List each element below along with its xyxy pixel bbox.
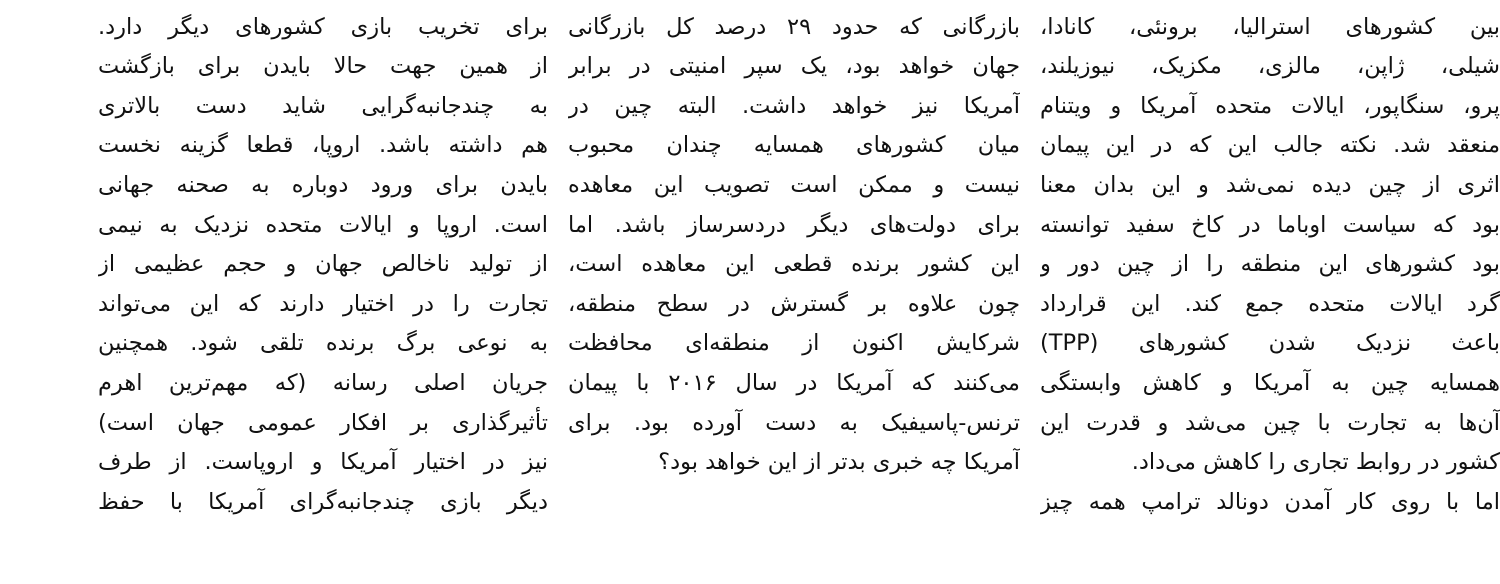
article-column-middle [568,0,1020,584]
text-line: برای دولت‌های دیگر دردسرساز باشد. اما [568,211,1020,238]
text-line: بود که سیاست اوباما در کاخ سفید توانسته [1040,211,1500,238]
text-line: بود کشورهای این منطقه را از چین دور و [1040,251,1500,278]
text-line: شرکایش اکنون از منطقه‌ای محافظت [568,330,1020,357]
text-line: هم داشته باشد. اروپا، قطعا گزینه نخست [98,132,548,159]
text-line: پرو، سنگاپور، ایالات متحده آمریکا و ویتنام [1040,92,1500,119]
text-line: این کشور برنده قطعی این معاهده است، [568,251,1020,278]
text-line: تجارت را در اختیار دارند که این می‌تواند [98,290,548,317]
text-line: تأثیرگذاری بر افکار عمومی جهان است) [98,409,548,436]
text-line: نیز در اختیار آمریکا و اروپاست. از طرف [98,449,548,476]
text-line: آمریکا نیز خواهد داشت. البته چین در [568,92,1020,119]
text-line: همسایه چین به آمریکا و کاهش وابستگی [1040,369,1500,396]
column-lines [568,0,1020,483]
text-line: از همین جهت حالا بایدن برای بازگشت [98,53,548,80]
text-line: جریان اصلی رسانه (که مهم‌ترین اهرم [98,369,548,396]
text-line: (TPP) باعث نزدیک شدن کشورهای [1040,330,1500,357]
text-line: آمریکا چه خبری بدتر از این خواهد بود؟ [658,449,1020,476]
text-line: کشور در روابط تجاری را کاهش می‌داد. [1131,449,1500,476]
text-line: است. اروپا و ایالات متحده نزدیک به نیمی [98,211,548,238]
text-line: میان کشورهای همسایه چندان محبوب [568,132,1020,159]
text-line: به چندجانبه‌گرایی شاید دست بالاتری [98,92,548,119]
text-line: بازرگانی که حدود ۲۹ درصد کل بازرگانی [568,13,1020,40]
article-column-left [98,0,548,584]
text-line: به نوعی برگ برنده تلقی شود. همچنین [98,330,548,357]
text-line: اثری از چین دیده نمی‌شد و این بدان معنا [1040,171,1500,198]
text-line: اما با روی کار آمدن دونالد ترامپ همه چیز [1040,488,1500,515]
text-line: دیگر بازی چندجانبه‌گرای آمریکا با حفظ [98,488,548,515]
article-column-right [1040,0,1500,584]
text-line: برای تخریب بازی کشورهای دیگر دارد. [98,13,548,40]
text-line [568,0,1020,8]
text-line [98,0,548,8]
text-line: شیلی، ژاپن، مالزی، مکزیک، نیوزیلند، [1040,53,1500,80]
text-line: چون علاوه بر گسترش در سطح منطقه، [568,290,1020,317]
text-line: نیست و ممکن است تصویب این معاهده [568,171,1020,198]
text-line: گرد ایالات متحده جمع کند. این قرارداد [1040,290,1500,317]
text-line: آن‌ها به تجارت با چین می‌شد و قدرت این [1040,409,1500,436]
text-line: منعقد شد. نکته جالب این که در این پیمان [1040,132,1500,159]
text-line: بایدن برای ورود دوباره به صحنه جهانی [98,171,548,198]
column-lines [98,0,548,522]
text-line: بین کشورهای استرالیا، برونئی، کانادا، [1040,13,1500,40]
text-line: جهان خواهد بود، یک سپر امنیتی در برابر [568,53,1020,80]
text-line: از تولید ناخالص جهان و حجم عظیمی از [98,251,548,278]
column-lines [1040,0,1500,522]
text-line: می‌کنند که آمریکا در سال ۲۰۱۶ با پیمان [568,369,1020,396]
text-line: ترنس-پاسیفیک به دست آورده بود. برای [568,409,1020,436]
text-line [1040,0,1500,8]
